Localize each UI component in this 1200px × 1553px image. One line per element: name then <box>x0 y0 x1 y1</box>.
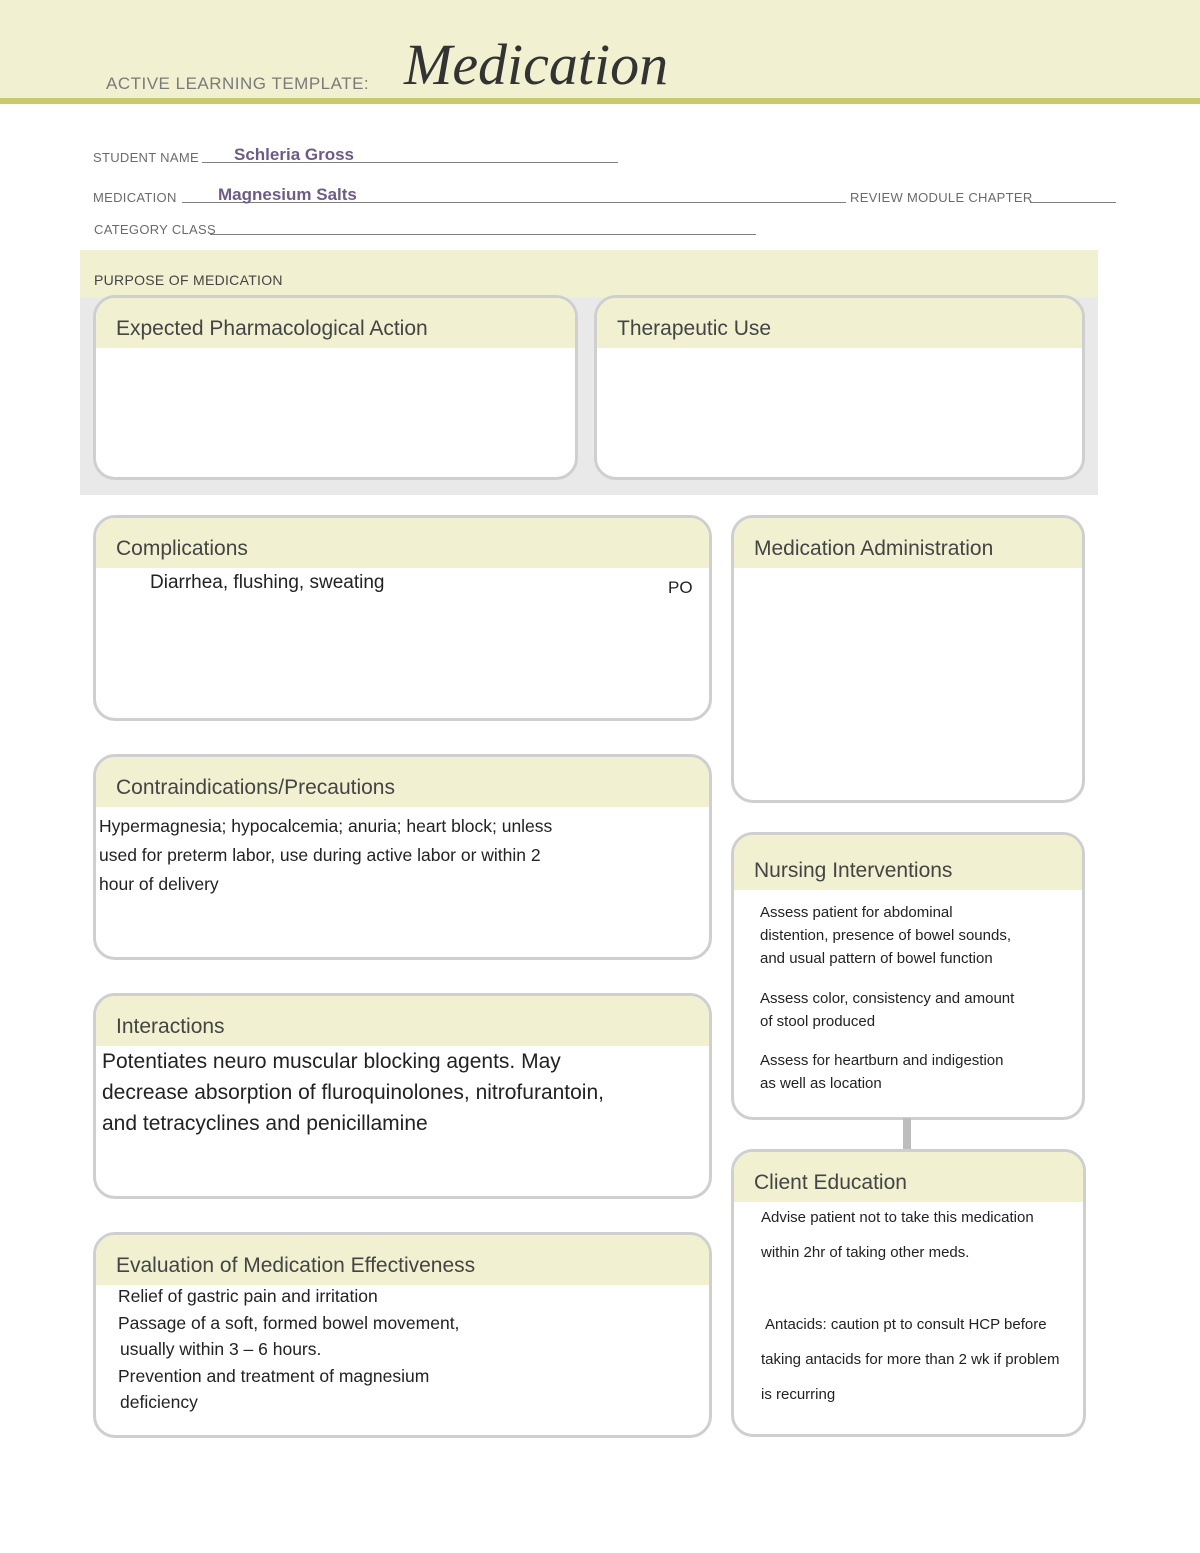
interactions-line: and tetracyclines and penicillamine <box>102 1112 428 1135</box>
list-item-line: as well as location <box>760 1075 882 1092</box>
list-item-line: of stool produced <box>760 1013 876 1030</box>
complications-box[interactable] <box>93 515 712 721</box>
template-label: ACTIVE LEARNING TEMPLATE: <box>106 74 370 93</box>
complications-text: Diarrhea, flushing, sweating <box>150 572 385 593</box>
therapeutic-use-box[interactable] <box>594 295 1085 480</box>
evaluation-text <box>118 1283 459 1416</box>
therapeutic-use-title: Therapeutic Use <box>597 298 1082 348</box>
interactions-line: Potentiates neuro muscular blocking agents. May <box>102 1050 561 1073</box>
category-class-field[interactable] <box>210 234 756 235</box>
expected-action-box[interactable] <box>93 295 578 480</box>
list-item <box>760 901 1014 970</box>
connector-bar <box>903 1118 911 1151</box>
nursing-interventions-title: Nursing Interventions <box>734 835 1082 890</box>
evaluation-line: Relief of gastric pain and irritation <box>118 1286 378 1306</box>
complications-title: Complications <box>96 518 709 568</box>
header-rule <box>0 98 1200 104</box>
evaluation-line: Passage of a soft, formed bowel movement, <box>118 1312 460 1333</box>
client-education-line: Advise patient not to take this medication <box>761 1209 1034 1226</box>
template-title: Medication <box>404 32 669 97</box>
contraindications-title: Contraindications/Precautions <box>96 757 709 807</box>
evaluation-title: Evaluation of Medication Effectiveness <box>96 1235 709 1285</box>
nursing-interventions-list <box>760 901 1014 1095</box>
contraindications-line: Hypermagnesia; hypocalcemia; anuria; heart block; unless <box>99 816 553 836</box>
student-name-label: STUDENT NAME <box>93 150 199 165</box>
list-item <box>760 1049 1014 1095</box>
medication-administration-box[interactable] <box>731 515 1085 803</box>
list-item-line: Assess for heartburn and indigestion <box>760 1052 1004 1069</box>
student-name-field[interactable]: Schleria Gross <box>234 145 355 164</box>
medication-administration-title: Medication Administration <box>734 518 1082 568</box>
client-education-line: within 2hr of taking other meds. <box>761 1244 970 1261</box>
client-education-spacer <box>761 1270 1059 1307</box>
complications-route: PO <box>668 578 693 597</box>
list-item-line: and usual pattern of bowel function <box>760 950 993 967</box>
client-education-line: taking antacids for more than 2 wk if problem <box>761 1351 1060 1368</box>
interactions-line: decrease absorption of fluroquinolones, nitrofurantoin, <box>102 1081 604 1104</box>
contraindications-line: used for preterm labor, use during active labor or within 2 <box>99 845 541 865</box>
client-education-line: Antacids: caution pt to consult HCP before <box>765 1316 1047 1333</box>
evaluation-line: Prevention and treatment of magnesium <box>118 1365 430 1386</box>
client-education-title: Client Education <box>734 1152 1083 1202</box>
client-education-line: is recurring <box>761 1386 836 1403</box>
medication-field[interactable]: Magnesium Salts <box>218 185 357 204</box>
category-class-label: CATEGORY CLASS <box>94 222 216 237</box>
review-module-field[interactable] <box>1030 202 1116 203</box>
medication-label: MEDICATION <box>93 190 177 205</box>
evaluation-line: deficiency <box>120 1392 198 1412</box>
interactions-text <box>102 1046 604 1139</box>
evaluation-line: usually within 3 – 6 hours. <box>120 1339 322 1359</box>
review-module-label: REVIEW MODULE CHAPTER <box>850 190 1033 205</box>
list-item <box>760 987 1014 1033</box>
contraindications-text <box>99 812 552 899</box>
purpose-label: PURPOSE OF MEDICATION <box>94 272 283 288</box>
client-education-text <box>761 1200 1059 1412</box>
contraindications-line: hour of delivery <box>99 874 219 894</box>
list-item-line: distention, presence of bowel sounds, <box>760 927 1011 944</box>
interactions-title: Interactions <box>96 996 709 1046</box>
expected-action-title: Expected Pharmacological Action <box>96 298 575 348</box>
list-item-line: Assess patient for abdominal <box>760 904 953 921</box>
list-item-line: Assess color, consistency and amount <box>760 990 1015 1007</box>
